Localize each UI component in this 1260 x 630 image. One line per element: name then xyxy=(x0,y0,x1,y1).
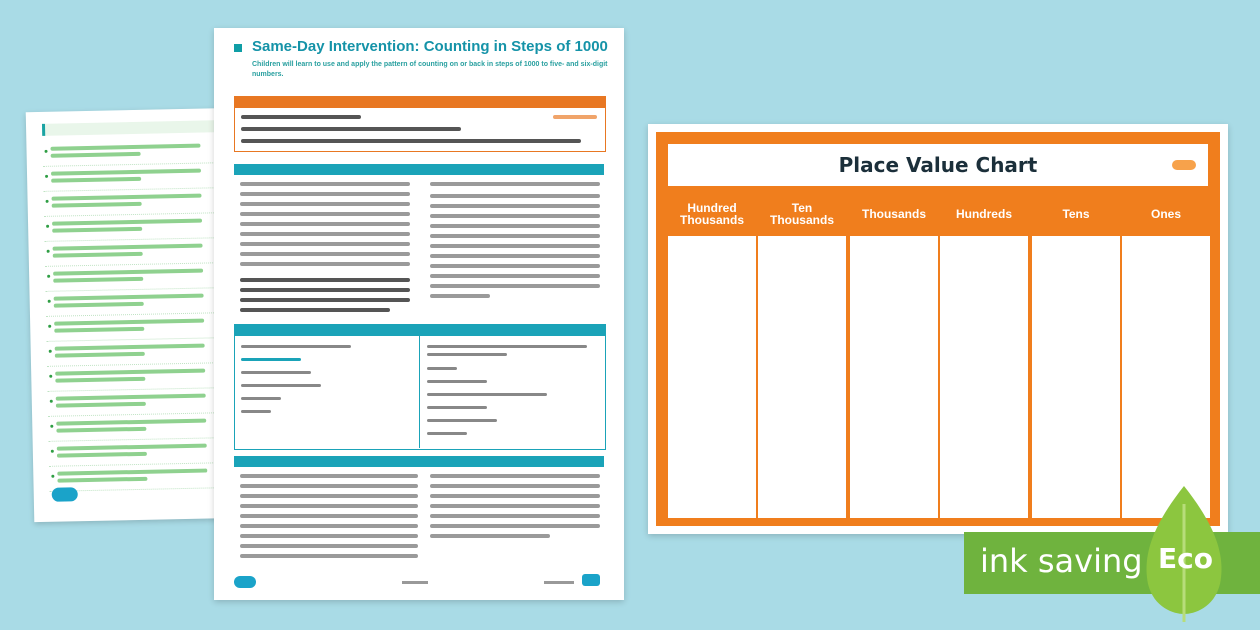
pre-check-header xyxy=(235,97,605,108)
column-cell xyxy=(850,236,938,518)
list-item xyxy=(48,413,232,442)
column-header: Ten Thousands xyxy=(769,201,834,227)
explain-header xyxy=(234,164,604,175)
column-tens xyxy=(1032,194,1120,520)
place-value-chart-frame xyxy=(656,132,1220,526)
column-ones xyxy=(1122,194,1210,520)
list-item xyxy=(49,438,233,467)
column-cell xyxy=(1032,236,1120,518)
list-item xyxy=(43,188,227,217)
footer-icon xyxy=(582,574,600,586)
column-hundreds xyxy=(940,194,1028,520)
footer-brand xyxy=(544,581,574,584)
list-item xyxy=(47,363,231,392)
column-cell xyxy=(940,236,1028,518)
questions-sheet-header xyxy=(42,120,226,136)
list-item xyxy=(45,263,229,292)
list-item xyxy=(46,313,230,342)
list-item xyxy=(48,388,232,417)
column-thousands xyxy=(850,194,938,520)
place-value-chart-card xyxy=(648,124,1228,534)
column-hundred-thousands xyxy=(668,194,756,520)
questions-sheet xyxy=(26,108,245,522)
document-title: Same-Day Intervention: Counting in Steps of 1000 xyxy=(252,38,608,55)
footer-page-number xyxy=(402,581,428,584)
preparation-header xyxy=(235,325,605,336)
preparation-vocabulary-box xyxy=(234,324,606,450)
list-item xyxy=(44,213,228,242)
list-item xyxy=(45,288,229,317)
list-item xyxy=(43,163,227,192)
intervention-document xyxy=(214,28,624,600)
addressing-section xyxy=(234,456,604,566)
list-item xyxy=(44,238,228,267)
addressing-header xyxy=(234,456,604,467)
twinkl-logo xyxy=(52,487,78,502)
title-square-icon xyxy=(234,44,242,52)
chart-title-bar xyxy=(668,144,1208,186)
column-cell xyxy=(1122,236,1210,518)
list-item xyxy=(42,138,226,167)
column-header: Hundreds xyxy=(955,207,1012,221)
chart-title: Place Value Chart xyxy=(838,153,1038,177)
ink-saving-label: ink saving xyxy=(980,542,1143,580)
column-ten-thousands xyxy=(758,194,846,520)
explain-section xyxy=(234,164,604,322)
column-header: Ones xyxy=(1150,207,1181,221)
list-item xyxy=(47,338,231,367)
column-header: Tens xyxy=(1062,207,1090,221)
pre-check-box xyxy=(234,96,606,152)
column-cell xyxy=(758,236,846,518)
twinkl-logo xyxy=(234,576,256,588)
column-cell xyxy=(668,236,756,518)
eco-label: Eco xyxy=(1158,542,1213,575)
twinkl-logo xyxy=(1172,160,1196,170)
list-item xyxy=(49,463,233,492)
document-subtitle: Children will learn to use and apply the pattern of counting on or back in steps of 1000 to five- and six-digit numbers. xyxy=(252,61,608,78)
column-header: Thousands xyxy=(861,207,926,221)
column-header: Hundred Thousands xyxy=(679,201,744,227)
